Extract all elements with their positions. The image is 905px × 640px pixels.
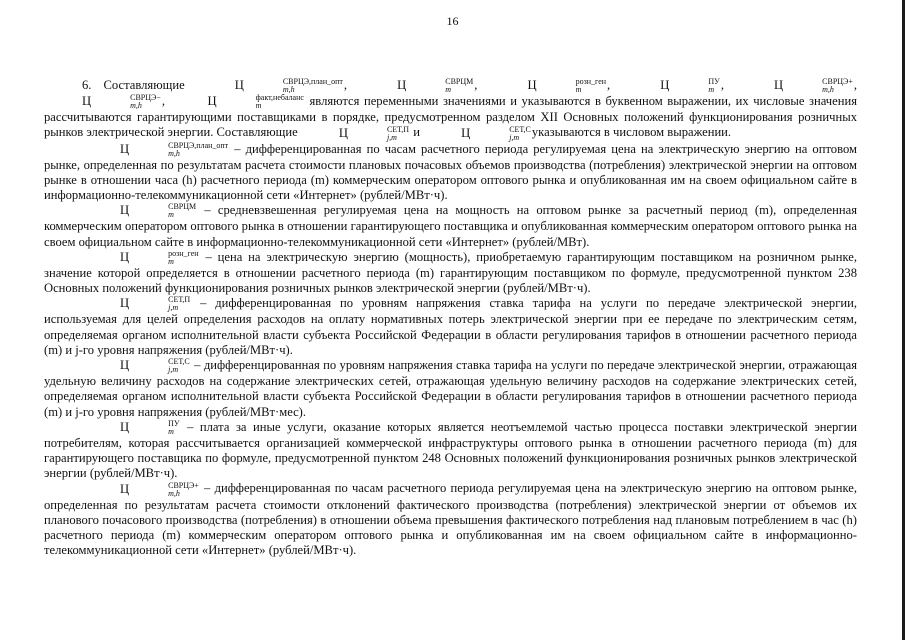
definition-text: – дифференцированная по часам расчетного периода регулируемая цена на электрическую энергию на оптовом рынке, определенная по результатам расчета стоимости плановых почасовых объемов производства (потребления) электрической энергии на оптовом рынке в отношении часа (h) расчетного периода (m) коммерческим оператором оптового рынка и опубликованная им на своем официальном сайте в информационно-телекоммуникационной сети «Интернет» (рублей/МВт·ч). <box>44 141 857 203</box>
definition-text: – плата за иные услуги, оказание которых является неотъемлемой частью процесса поставки электрической энергии потребителям, которая рассчитывается организацией коммерческой инфраструктуры оптового рынка в отношении расчетного периода (m) для гарантирующего поставщика по формуле, предусмотренной пунктом 248 Основных положений функционирования розничных рынков электрической энергии (рублей/МВт·ч). <box>44 419 857 481</box>
definition-paragraph <box>44 481 857 558</box>
definition-symbol: Ц СЕТ,С j,m <box>120 357 190 375</box>
intro-conj: и <box>413 125 420 140</box>
definition-text: – дифференцированная по часам расчетного периода регулируемая цена на электрическую энергию на оптовом рынке, определенная по результатам расчета стоимости отклонений фактического производства (потребления) электрической энергии от объемов их планового почасового производства (потребления) в отношении объема превышения фактического потребления над плановым потреблением в час (h) расчетного периода (m) коммерческим оператором оптового рынка и опубликованная им на своем официальном сайте в информационно-телекоммуникационной сети «Интернет» (рублей/МВт·ч). <box>44 481 857 558</box>
definition-text: – средневзвешенная регулируемая цена на мощность на оптовом рынке за расчетный период (m), определенная коммерческим оператором оптового рынка в отношении гарантирующего поставщика и опубликованная коммерческим оператором оптового рынка на своем официальном сайте в информационно-телекоммуникационной сети «Интернет» (рублей/МВт). <box>44 203 857 249</box>
definition-paragraph <box>44 250 857 297</box>
intro-symbol: Ц ПУ m <box>660 77 720 95</box>
definition-symbol: Ц СВРЦМ m <box>120 202 197 220</box>
intro-text-1: являются переменными значениями и указываются в буквенном выражении, их числовые значения рассчитываются гарантирующими поставщиками в порядке, предусмотренном разделом XII Основных положений функционирования розничных рынков электрической энергии. Составляющие <box>44 94 858 140</box>
intro-symbol: Ц СВРЦМ m <box>397 77 474 95</box>
definition-symbol: Ц розн_ген m <box>120 248 199 266</box>
definition-paragraph <box>44 142 857 204</box>
intro-symbol-a: Ц СЕТ,П j,m <box>338 124 410 142</box>
intro-text-2: указываются в числовом выражении. <box>531 125 732 140</box>
definition-symbol: Ц СВРЦЭ,план_опт m,h <box>120 140 229 158</box>
definition-text: – дифференцированная по уровням напряжения ставка тарифа на услуги по передаче электрической энергии, отражающая удельную величину расходов на содержание электрических сетей, отражающая удельную величину расходов на содержание электрических сетей, определяемая органом исполнительной власти субъекта Российской Федерации в области регулирования тарифов в отношении расчетного периода (m) и j-го уровня напряжения (рублей/МВт·мес). <box>44 358 857 419</box>
intro-paragraph <box>44 78 857 142</box>
intro-symbol: Ц СВРЦЭ− m,h <box>82 93 161 111</box>
definition-symbol: Ц СЕТ,П j,m <box>120 295 191 313</box>
intro-symbol: Ц розн_ген m <box>527 77 607 95</box>
definition-paragraph <box>44 420 857 482</box>
intro-prefix: 6. Составляющие <box>82 78 185 92</box>
intro-symbol: Ц факт,небаланс m <box>207 93 304 111</box>
definition-symbol: Ц ПУ m <box>120 418 180 436</box>
definition-list <box>44 142 857 559</box>
intro-symbol-b: Ц СЕТ,С j,m <box>461 124 531 142</box>
intro-symbol-list: Ц СВРЦЭ,план_опт m,h , Ц СВРЦМ m , Ц розн_ген m , Ц ПУ m , Ц СВРЦЭ+ m,h , Ц СВРЦЭ− m,h , Ц факт,небаланс m <box>44 78 857 108</box>
definition-paragraph <box>44 203 857 250</box>
intro-symbol: Ц СВРЦЭ,план_опт m,h <box>234 77 343 95</box>
definition-symbol: Ц СВРЦЭ+ m,h <box>120 480 199 498</box>
document-body <box>44 78 857 558</box>
definition-paragraph <box>44 296 857 358</box>
intro-symbol: Ц СВРЦЭ+ m,h <box>774 77 853 95</box>
definition-paragraph <box>44 358 857 420</box>
page-number: 16 <box>446 14 459 28</box>
definition-text: – дифференцированная по уровням напряжения ставка тарифа на услуги по передаче электрической энергии, используемая для целей определения расходов на оплату нормативных потерь электрической энергии при ее передаче по электрическим сетям, определяемая органом исполнительной власти субъекта Российской Федерации в области регулирования тарифов в отношении расчетного периода (m) и j-го уровня напряжения (рублей/МВт·ч). <box>44 296 857 357</box>
definition-text: – цена на электрическую энергию (мощность), приобретаемую гарантирующим поставщиком на розничном рынке, значение которой определяется в отношении расчетного периода (m) гарантирующим поставщиком по формуле, предусмотренной пунктом 238 Основных положений функционирования розничных рынков электрической энергии (рублей/МВт·ч). <box>44 249 857 296</box>
